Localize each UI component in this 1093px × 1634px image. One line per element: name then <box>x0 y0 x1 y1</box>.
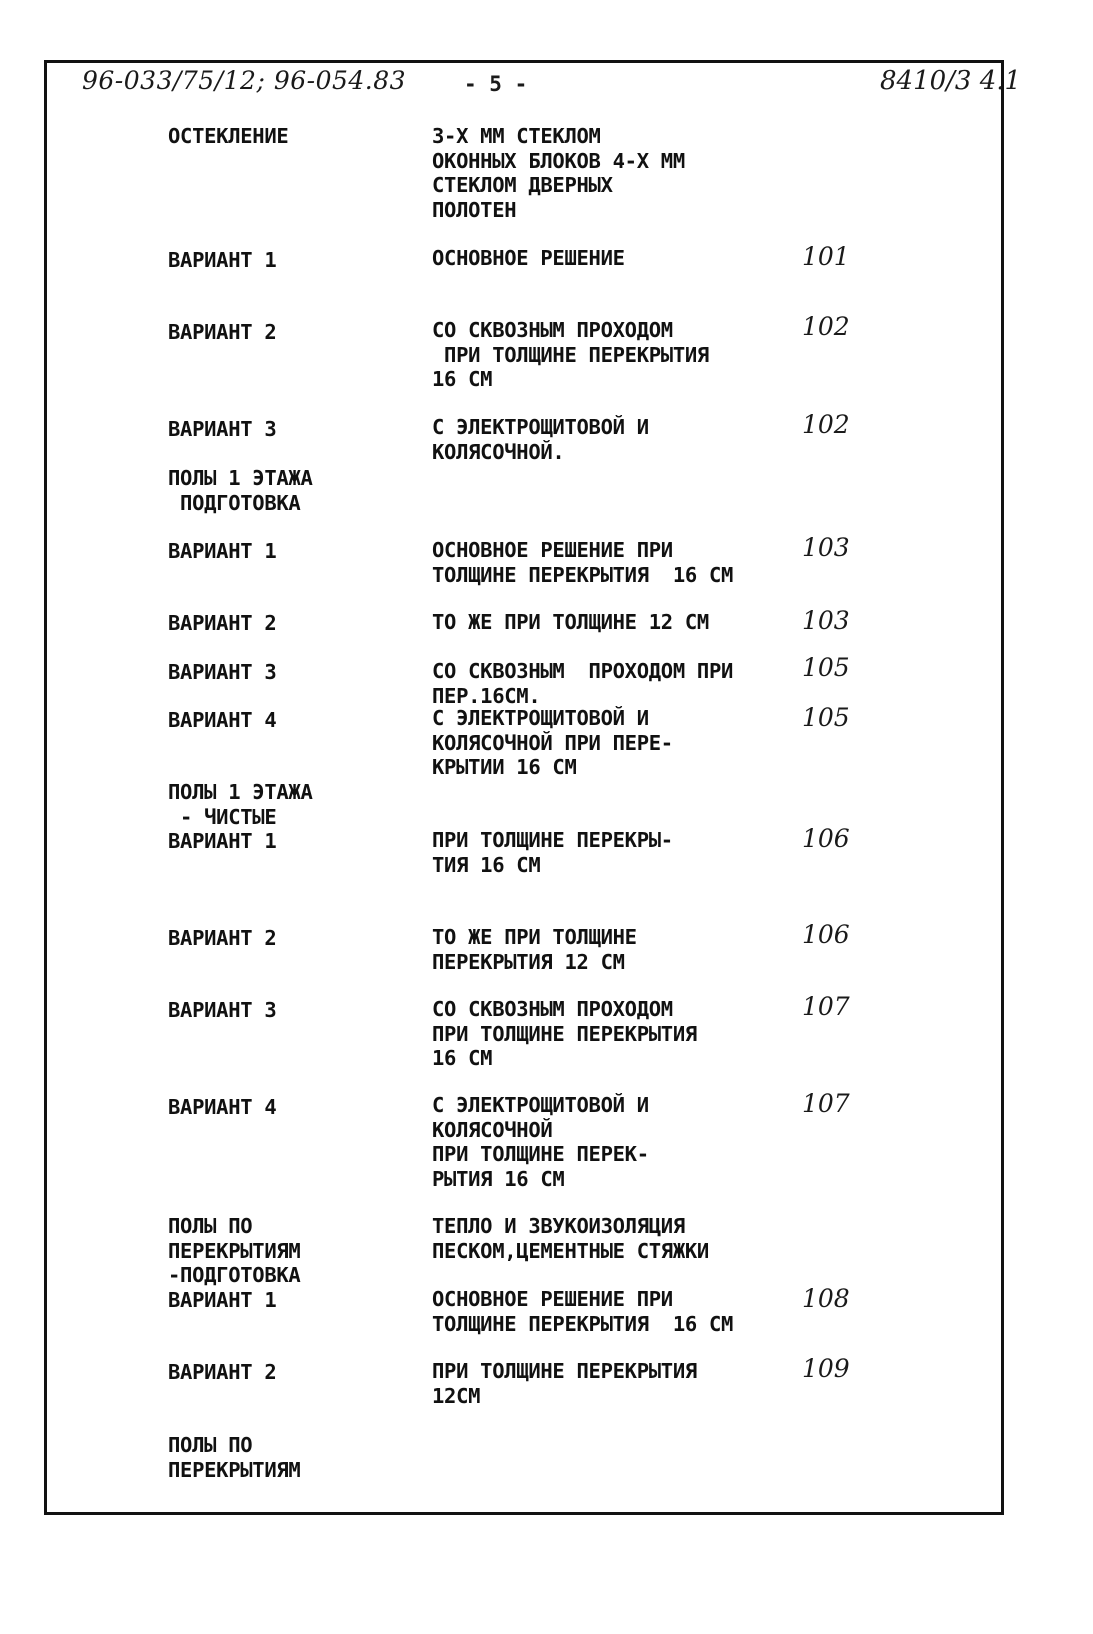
row-3-page-ref: 102 <box>802 410 850 439</box>
row-7-description: СО СКВОЗНЫМ ПРОХОДОМ ПРИ ПЕР.16СМ. <box>432 659 734 708</box>
row-0-description: 3-Х ММ СТЕКЛОМ ОКОННЫХ БЛОКОВ 4-Х ММ СТЕКЛОМ ДВЕРНЫХ ПОЛОТЕН <box>432 124 685 222</box>
row-10-page-ref: 106 <box>802 824 850 853</box>
row-15-description: ОСНОВНОЕ РЕШЕНИЕ ПРИ ТОЛЩИНЕ ПЕРЕКРЫТИЯ 16 СМ <box>432 1287 734 1336</box>
page-number: - 5 - <box>464 72 528 96</box>
row-10-description: ПРИ ТОЛЩИНЕ ПЕРЕКРЫ- ТИЯ 16 СМ <box>432 828 673 877</box>
row-12-label: ВАРИАНТ 3 <box>168 998 277 1022</box>
row-13-description: С ЭЛЕКТРОЩИТОВОЙ И КОЛЯСОЧНОЙ ПРИ ТОЛЩИНЕ ПЕРЕК- РЫТИЯ 16 СМ <box>432 1093 649 1191</box>
row-2-page-ref: 102 <box>802 312 850 341</box>
row-17-label: ПОЛЫ ПО ПЕРЕКРЫТИЯМ <box>168 1433 301 1482</box>
row-12-description: СО СКВОЗНЫМ ПРОХОДОМ ПРИ ТОЛЩИНЕ ПЕРЕКРЫТИЯ 16 СМ <box>432 997 697 1070</box>
row-2-label: ВАРИАНТ 2 <box>168 320 277 344</box>
row-12-page-ref: 107 <box>802 992 850 1021</box>
row-7-label: ВАРИАНТ 3 <box>168 660 277 684</box>
row-11-description: ТО ЖЕ ПРИ ТОЛЩИНЕ ПЕРЕКРЫТИЯ 12 СМ <box>432 925 637 974</box>
row-3-label: ВАРИАНТ 3 <box>168 417 277 441</box>
row-13-page-ref: 107 <box>802 1089 850 1118</box>
row-8-description: С ЭЛЕКТРОЩИТОВОЙ И КОЛЯСОЧНОЙ ПРИ ПЕРЕ- КРЫТИИ 16 СМ <box>432 706 673 779</box>
row-11-label: ВАРИАНТ 2 <box>168 926 277 950</box>
row-16-page-ref: 109 <box>802 1354 850 1383</box>
row-6-label: ВАРИАНТ 2 <box>168 611 277 635</box>
row-8-page-ref: 105 <box>802 703 850 732</box>
row-3-description: С ЭЛЕКТРОЩИТОВОЙ И КОЛЯСОЧНОЙ. <box>432 415 649 464</box>
row-1-label: ВАРИАНТ 1 <box>168 248 277 272</box>
row-0-label: ОСТЕКЛЕНИЕ <box>168 124 289 148</box>
row-5-description: ОСНОВНОЕ РЕШЕНИЕ ПРИ ТОЛЩИНЕ ПЕРЕКРЫТИЯ 16 СМ <box>432 538 734 587</box>
row-2-description: СО СКВОЗНЫМ ПРОХОДОМ ПРИ ТОЛЩИНЕ ПЕРЕКРЫТИЯ 16 СМ <box>432 318 709 391</box>
row-14-label: ПОЛЫ ПО ПЕРЕКРЫТИЯМ -ПОДГОТОВКА <box>168 1214 301 1287</box>
document-code: 96-033/75/12; 96-054.83 <box>82 66 407 95</box>
row-15-label: ВАРИАНТ 1 <box>168 1288 277 1312</box>
row-1-description: ОСНОВНОЕ РЕШЕНИЕ <box>432 246 625 270</box>
row-9-label: ПОЛЫ 1 ЭТАЖА - ЧИСТЫЕ <box>168 780 313 829</box>
row-8-label: ВАРИАНТ 4 <box>168 708 277 732</box>
row-1-page-ref: 101 <box>802 242 850 271</box>
row-5-page-ref: 103 <box>802 533 850 562</box>
row-6-description: ТО ЖЕ ПРИ ТОЛЩИНЕ 12 СМ <box>432 610 709 634</box>
row-16-description: ПРИ ТОЛЩИНЕ ПЕРЕКРЫТИЯ 12СМ <box>432 1359 697 1408</box>
row-15-page-ref: 108 <box>802 1284 850 1313</box>
row-11-page-ref: 106 <box>802 920 850 949</box>
row-10-label: ВАРИАНТ 1 <box>168 829 277 853</box>
row-7-page-ref: 105 <box>802 653 850 682</box>
sheet-number: 8410/3 4.1 <box>880 66 1022 96</box>
row-16-label: ВАРИАНТ 2 <box>168 1360 277 1384</box>
row-13-label: ВАРИАНТ 4 <box>168 1095 277 1119</box>
row-14-description: ТЕПЛО И ЗВУКОИЗОЛЯЦИЯ ПЕСКОМ,ЦЕМЕНТНЫЕ СТЯЖКИ <box>432 1214 709 1263</box>
row-4-label: ПОЛЫ 1 ЭТАЖА ПОДГОТОВКА <box>168 466 313 515</box>
row-5-label: ВАРИАНТ 1 <box>168 539 277 563</box>
row-6-page-ref: 103 <box>802 606 850 635</box>
